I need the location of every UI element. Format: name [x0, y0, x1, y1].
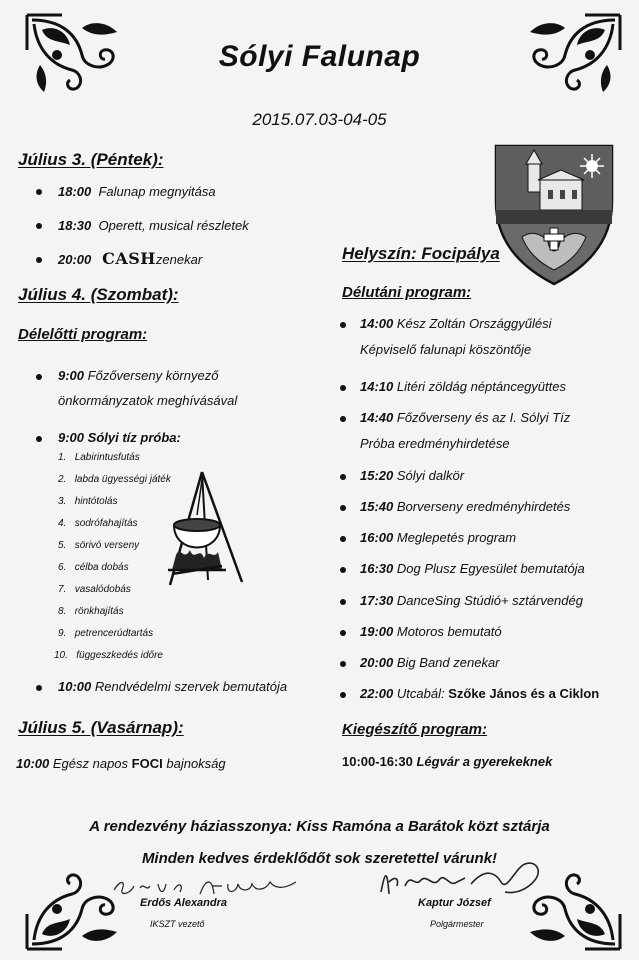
day2-item-2: 9:00 Sólyi tíz próba: [58, 430, 181, 445]
extra-heading: Kiegészítő program: [342, 721, 488, 738]
list-item: 14:00 Kész Zoltán Országgyűlési [360, 316, 552, 331]
day1-item-3: 20:00 CASHzenekar [58, 249, 203, 268]
day2-item-1-line2: önkormányzatok meghívásával [58, 393, 238, 408]
signer-right-name: Kaptur József [418, 897, 491, 909]
list-item-line2: Próba eredményhirdetése [360, 436, 510, 451]
list-item: 17:30 DanceSing Stúdió+ sztárvendég [360, 593, 583, 608]
list-item: 19:00 Motoros bemutató [360, 624, 502, 639]
day2-item-last: 10:00 Rendvédelmi szervek bemutatója [58, 679, 288, 694]
list-item: 4. sodrófahajítás [58, 518, 138, 529]
day3-item: 10:00 Egész napos FOCI bajnokság [16, 756, 226, 771]
bullet-icon [340, 567, 346, 573]
bullet-icon [340, 322, 346, 328]
list-item: 14:40 Főzőverseny és az I. Sólyi Tíz [360, 410, 571, 425]
list-item: 1. Labirintusfutás [58, 452, 140, 463]
list-item: 3. hintótolás [58, 496, 118, 507]
signer-right-role: Polgármester [430, 919, 484, 929]
day3-heading: Július 5. (Vasárnap): [18, 718, 184, 737]
bullet-icon [36, 685, 42, 691]
list-item: 7. vasalódobás [58, 584, 131, 595]
list-item: 15:20 Sólyi dalkör [360, 468, 465, 483]
list-item: 15:40 Borverseny eredményhirdetés [360, 499, 571, 514]
day1-item-2: 18:30 Operett, musical részletek [58, 218, 249, 233]
bullet-icon [36, 223, 42, 229]
bullet-icon [340, 661, 346, 667]
bullet-icon [340, 630, 346, 636]
list-item: 9. petrencerúdtartás [58, 628, 154, 639]
day1-heading: Július 3. (Péntek): [18, 150, 164, 169]
signer-left-role: IKSZT vezető [150, 919, 205, 929]
bullet-icon [340, 385, 346, 391]
morning-heading: Délelőtti program: [18, 326, 148, 343]
bullet-icon [340, 416, 346, 422]
bullet-icon [340, 599, 346, 605]
bullet-icon [36, 436, 42, 442]
day2-heading: Július 4. (Szombat): [18, 285, 179, 304]
page-title: Sólyi Falunap [218, 40, 421, 73]
list-item: 8. rönkhajítás [58, 606, 124, 617]
band-logo: CASH [102, 249, 156, 268]
day1-item-1: 18:00 Falunap megnyitása [58, 184, 216, 199]
list-item: 16:30 Dog Plusz Egyesület bemutatója [360, 561, 585, 576]
bullet-icon [340, 536, 346, 542]
event-date: 2015.07.03-04-05 [252, 110, 387, 129]
cauldron-icon [162, 470, 252, 590]
venue: Helyszín: Focipálya [342, 244, 500, 263]
bullet-icon [340, 474, 346, 480]
bullet-icon [340, 692, 346, 698]
extra-item: 10:00-16:30 Légvár a gyerekeknek [342, 754, 553, 769]
list-item: 2. labda ügyességi játék [58, 474, 171, 485]
afternoon-heading: Délutáni program: [342, 284, 472, 301]
list-item: 10. függeszkedés időre [54, 650, 163, 661]
list-item: 14:10 Litéri zöldág néptáncegyüttes [360, 379, 566, 394]
hostess-line: A rendezvény háziasszonya: Kiss Ramóna a Barátok közt sztárja [89, 818, 550, 835]
signature-left-icon [110, 872, 300, 900]
invitation-line: Minden kedves érdeklődőt sok szeretettel várunk! [141, 850, 498, 867]
day2-item-1: 9:00 Főzőverseny környező [58, 368, 219, 383]
bullet-icon [340, 505, 346, 511]
list-item: 20:00 Big Band zenekar [360, 655, 500, 670]
list-item-line2: Képviselő falunapi köszöntője [360, 342, 532, 357]
bullet-icon [36, 189, 42, 195]
list-item: 16:00 Meglepetés program [360, 530, 517, 545]
signature-right-icon [375, 858, 555, 902]
bullet-icon [36, 257, 42, 263]
bullet-icon [36, 374, 42, 380]
list-item: 22:00 Utcabál: Szőke János és a Ciklon [360, 686, 600, 701]
list-item: 5. sörivó verseny [58, 540, 140, 551]
village-crest-icon [492, 142, 616, 287]
signer-left-name: Erdős Alexandra [140, 897, 228, 909]
list-item: 6. célba dobás [58, 562, 129, 573]
